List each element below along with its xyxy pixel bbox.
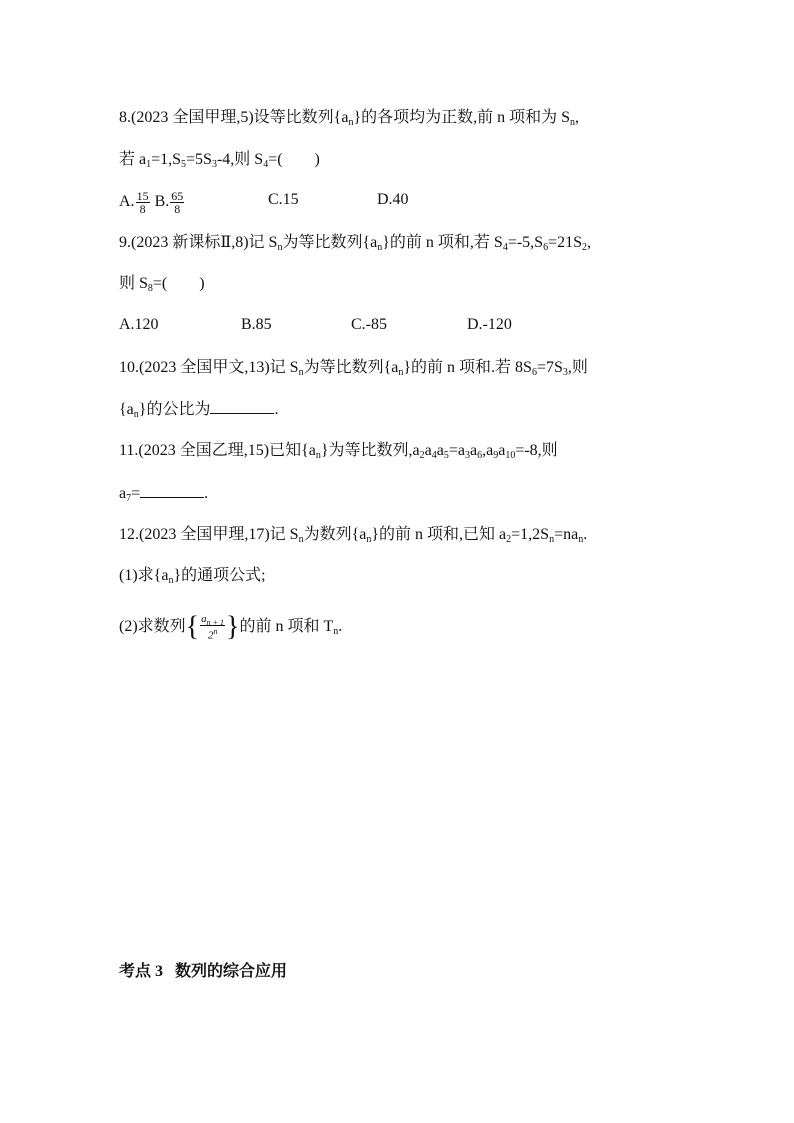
q9-line1: 9.(2023 新课标Ⅱ,8)记 $S_n$为等比数列$\{a_n\}$的前 n 项和,若 $S_4=-5,S_6=21S_2$, bbox=[119, 234, 591, 253]
q12-line1: 12.(2023 全国甲理,17)记 $S_n$为数列$\{a_n\}$的前 n 项和,已知 $a_2=1,2S_n=na_n$. bbox=[119, 526, 588, 545]
right-brace: } bbox=[226, 611, 240, 643]
q11-line2: $a_7=$ . bbox=[119, 485, 209, 504]
q12-part2: (2)求数列{ $\frac{a_{n + 1}}{2^n}$ }的前 n 项和 $T_n$. bbox=[119, 611, 343, 643]
q8-option-b: B. $\frac{65}{8}$ bbox=[154, 189, 184, 216]
fraction-sequence-term: $\frac{a_{n + 1}}{2^n}$ bbox=[201, 613, 225, 642]
q11-line1: 11.(2023 全国乙理,15)已知$\{a_n\}$为等比数列$,a_2a_4a_5=a_3a_6,a_9a_{10}=-8$,则 bbox=[119, 442, 558, 461]
section-heading bbox=[119, 958, 287, 981]
q8-option-c: C.15 bbox=[268, 191, 299, 208]
answer-blank[interactable] bbox=[140, 483, 204, 498]
q9-line2: 则 $S_8=$( ) bbox=[119, 275, 205, 294]
q10-line1: 10.(2023 全国甲文,13)记 $S_n$为等比数列$\{a_n\}$的前 n 项和.若 $8S_6=7S_3$,则 bbox=[119, 359, 588, 378]
q9-option-c: C.-85 bbox=[351, 316, 387, 333]
section-title: 数列的综合应用 bbox=[175, 963, 288, 980]
q8-line2: 若 $a_1=1,S_5=5S_3-4$,则 $S_4=$( ) bbox=[119, 151, 320, 170]
left-brace: { bbox=[185, 611, 200, 643]
section-label: 考点 3 bbox=[119, 963, 164, 980]
fraction-15-8: $\frac{15}{8}$ bbox=[136, 189, 149, 216]
fraction-65-8: $\frac{65}{8}$ bbox=[171, 189, 184, 216]
q10-line2: $\{a_n\}$的公比为 . bbox=[119, 401, 279, 420]
answer-blank[interactable] bbox=[210, 399, 274, 414]
q8-option-a: A. $\frac{15}{8}$ bbox=[119, 189, 149, 216]
q8-line1: 8.(2023 全国甲理,5)设等比数列$\{a_n\}$的各项均为正数,前 n 项和为 $S_n$, bbox=[119, 109, 580, 128]
q8-option-d: D.40 bbox=[377, 191, 409, 208]
q9-option-d: D.-120 bbox=[467, 316, 512, 333]
q9-option-b: B.85 bbox=[241, 316, 272, 333]
q8-options bbox=[119, 190, 185, 215]
q9-option-a: A.120 bbox=[119, 316, 159, 333]
q12-part1: (1)求$\{a_n\}$的通项公式; bbox=[119, 567, 266, 586]
